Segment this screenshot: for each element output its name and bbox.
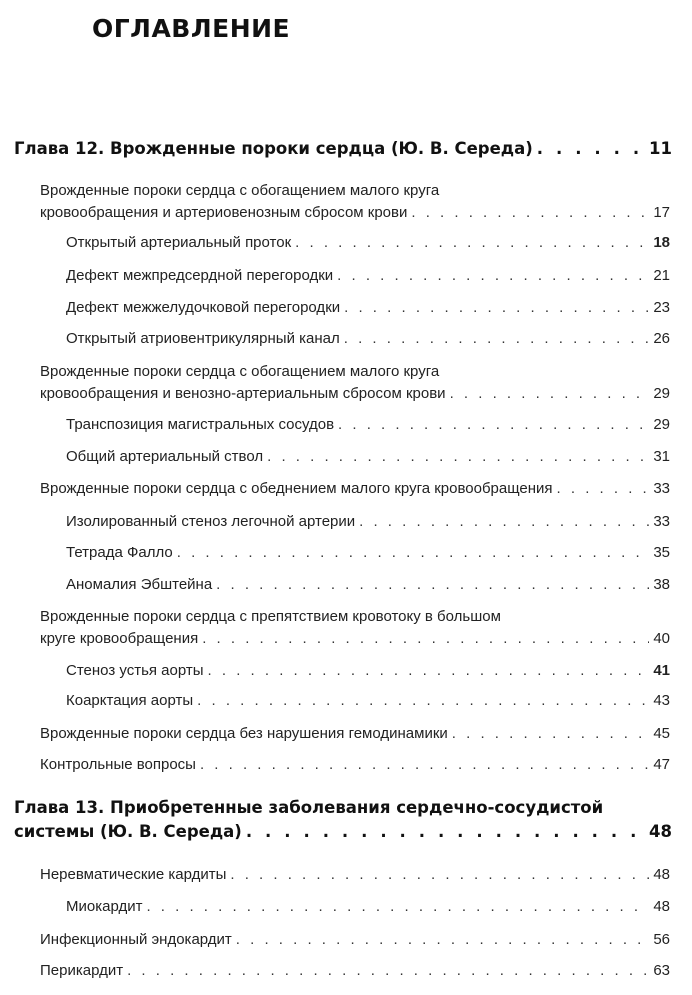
- toc-chapter-13[interactable]: [0, 796, 692, 844]
- toc-entry[interactable]: [0, 864, 692, 886]
- page-title: ОГЛАВЛЕНИЕ: [92, 14, 291, 43]
- toc-entry-text: кровообращения и венозно-артериальным сбросом крови: [40, 385, 446, 402]
- toc-entry-text: Глава 12. Врожденные пороки сердца (Ю. В. Середа): [14, 139, 533, 158]
- toc-page-number: 35: [653, 544, 670, 561]
- leader-dots: [197, 690, 649, 712]
- leader-dots: [177, 542, 650, 564]
- toc-entry-text: Инфекционный эндокардит: [40, 931, 232, 948]
- toc-page-number: 31: [653, 448, 670, 465]
- toc-entry[interactable]: [0, 896, 692, 918]
- toc-page-number: 23: [653, 299, 670, 316]
- toc-page-number: 41: [653, 662, 670, 679]
- leader-dots: [359, 511, 649, 533]
- toc-entry[interactable]: [0, 478, 692, 500]
- toc-entry-text: Общий артериальный ствол: [66, 448, 264, 465]
- leader-dots: [344, 297, 649, 319]
- toc-entry[interactable]: [0, 361, 692, 405]
- toc-entry[interactable]: [0, 754, 692, 776]
- toc-chapter-12[interactable]: [0, 137, 692, 161]
- toc-entry-text: Миокардит: [66, 898, 143, 915]
- toc-entry-text: Врожденные пороки сердца без нарушения гемодинамики: [40, 725, 448, 742]
- toc-entry[interactable]: [0, 574, 692, 596]
- leader-dots: [411, 202, 649, 224]
- toc-page-number: 21: [653, 267, 670, 284]
- toc-page-number: 29: [653, 416, 670, 433]
- toc-entry-first-line: Врожденные пороки сердца с обогащением малого круга: [40, 363, 440, 380]
- toc-entry[interactable]: [0, 511, 692, 533]
- toc-entry-text: Изолированный стеноз легочной артерии: [66, 513, 356, 530]
- toc-entry-text: Коарктация аорты: [66, 692, 194, 709]
- toc-entry-text: Открытый атриовентрикулярный канал: [66, 330, 340, 347]
- leader-dots: [557, 478, 650, 500]
- toc-entry[interactable]: [0, 606, 692, 650]
- toc-entry[interactable]: [0, 265, 692, 287]
- toc-page-number: 48: [653, 898, 670, 915]
- toc-entry[interactable]: [0, 414, 692, 436]
- toc-entry-first-line: Глава 13. Приобретенные заболевания сердечно-сосудистой: [14, 798, 604, 817]
- leader-dots: [452, 723, 650, 745]
- toc-entry-text: Аномалия Эбштейна: [66, 576, 213, 593]
- toc-entry-text: системы (Ю. В. Середа): [14, 822, 242, 841]
- toc-entry[interactable]: [0, 328, 692, 350]
- leader-dots: [236, 929, 650, 951]
- toc-page-number: 45: [653, 725, 670, 742]
- toc-entry-text: Тетрада Фалло: [66, 544, 173, 561]
- leader-dots: [127, 960, 649, 982]
- toc-entry[interactable]: [0, 232, 692, 254]
- leader-dots: [295, 232, 649, 254]
- toc-page-number: 17: [653, 204, 670, 221]
- toc-page-number: 26: [653, 330, 670, 347]
- toc-entry-text: Перикардит: [40, 962, 124, 979]
- leader-dots: [146, 896, 649, 918]
- toc-page-number: 40: [653, 630, 670, 647]
- toc-entry[interactable]: [0, 660, 692, 682]
- toc-entry[interactable]: [0, 446, 692, 468]
- toc-page-number: 48: [653, 866, 670, 883]
- leader-dots: [537, 137, 645, 161]
- toc-entry-first-line: Врожденные пороки сердца с препятствием кровотоку в большом: [40, 608, 501, 625]
- toc-entry-text: кровообращения и артериовенозным сбросом крови: [40, 204, 408, 221]
- toc-entry[interactable]: [0, 180, 692, 224]
- toc-page-number: 63: [653, 962, 670, 979]
- leader-dots: [337, 265, 649, 287]
- toc-page-number: 33: [653, 480, 670, 497]
- toc-page-number: 11: [649, 139, 672, 158]
- leader-dots: [202, 628, 649, 650]
- toc-entry-text: круге кровообращения: [40, 630, 199, 647]
- toc-entry[interactable]: [0, 929, 692, 951]
- toc-page-number: 18: [653, 234, 670, 251]
- leader-dots: [267, 446, 649, 468]
- toc-entry[interactable]: [0, 297, 692, 319]
- leader-dots: [200, 754, 649, 776]
- toc-entry-first-line: Врожденные пороки сердца с обогащением малого круга: [40, 182, 440, 199]
- toc-entry[interactable]: [0, 690, 692, 712]
- toc-entry[interactable]: [0, 542, 692, 564]
- toc-entry-text: Врожденные пороки сердца с обеднением малого круга кровообращения: [40, 480, 553, 497]
- toc-entry-text: Дефект межжелудочковой перегородки: [66, 299, 341, 316]
- toc-page-number: 56: [653, 931, 670, 948]
- toc-entry-text: Неревматические кардиты: [40, 866, 227, 883]
- toc-page-number: 43: [653, 692, 670, 709]
- leader-dots: [230, 864, 649, 886]
- leader-dots: [216, 574, 649, 596]
- leader-dots: [344, 328, 650, 350]
- toc-page-number: 48: [649, 822, 672, 841]
- toc-page-number: 38: [653, 576, 670, 593]
- toc-page-number: 29: [653, 385, 670, 402]
- toc-entry-text: Дефект межпредсердной перегородки: [66, 267, 334, 284]
- toc-entry-text: Транспозиция магистральных сосудов: [66, 416, 335, 433]
- leader-dots: [208, 660, 650, 682]
- leader-dots: [450, 383, 650, 405]
- toc-entry-text: Открытый артериальный проток: [66, 234, 292, 251]
- toc-page-number: 33: [653, 513, 670, 530]
- toc-entry[interactable]: [0, 723, 692, 745]
- toc-entry[interactable]: [0, 960, 692, 982]
- leader-dots: [246, 820, 645, 844]
- toc-entry-text: Контрольные вопросы: [40, 756, 196, 773]
- leader-dots: [338, 414, 649, 436]
- toc-entry-text: Стеноз устья аорты: [66, 662, 204, 679]
- toc-page-number: 47: [653, 756, 670, 773]
